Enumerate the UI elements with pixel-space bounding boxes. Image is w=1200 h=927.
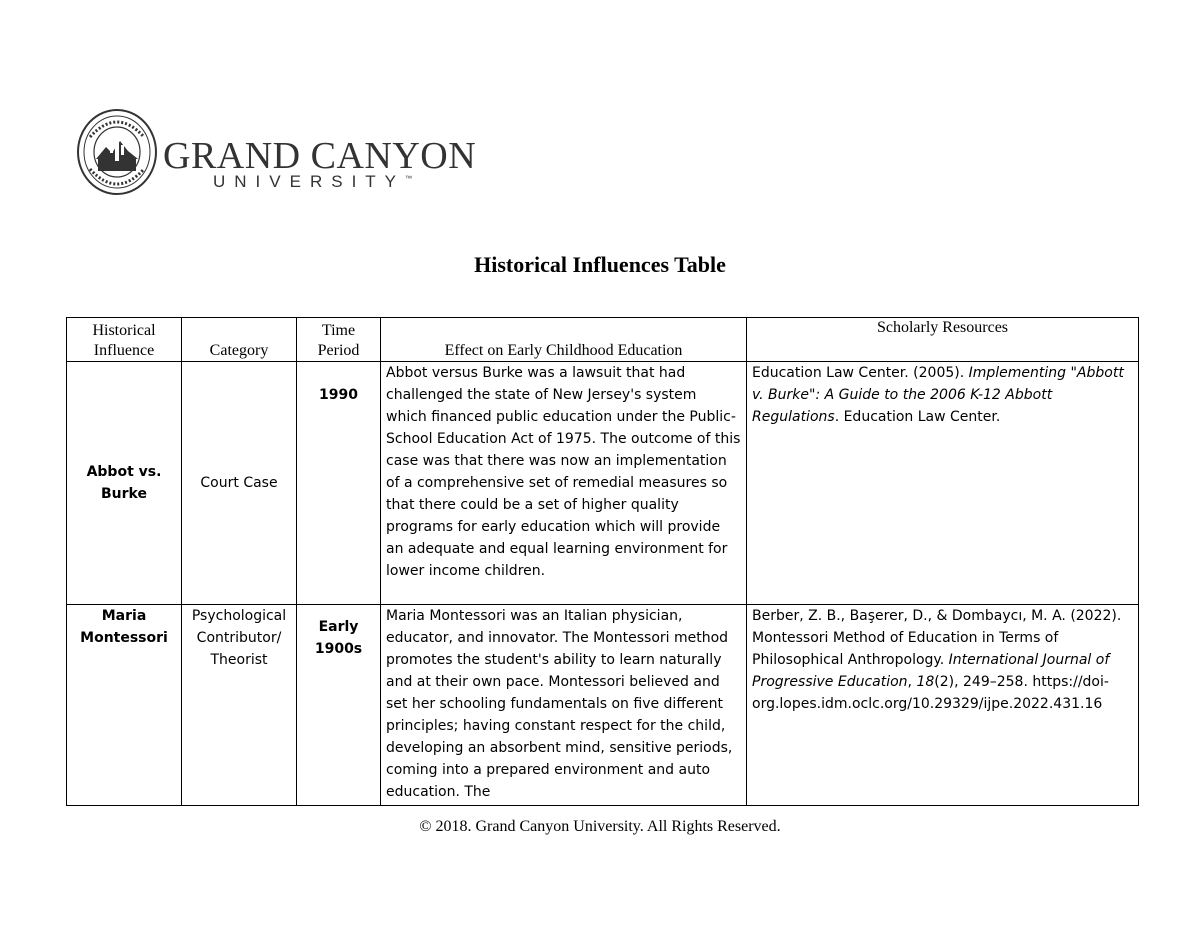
table-header-row <box>67 318 1139 362</box>
cell-effect: Abbot versus Burke was a lawsuit that had challenged the state of New Jersey's system which financed public education under the Public-School Education Act of 1975. The outcome of this case was that there was now an implementation of a comprehensive set of remedial measures so that there could be a set of higher quality programs for early education which will provide an adequate and equal learning environment for lower income children. <box>381 362 747 605</box>
cell-influence: Abbot vs. Burke <box>67 362 182 605</box>
table-row <box>67 605 1139 806</box>
header-effect: Effect on Early Childhood Education <box>381 318 747 362</box>
cell-category: Psychological Contributor/ Theorist <box>182 605 297 806</box>
page-title: Historical Influences Table <box>474 252 726 277</box>
cell-period: 1990 <box>297 362 381 605</box>
university-seal-icon <box>76 107 158 197</box>
header-scholarly-resources: Scholarly Resources <box>747 318 1139 362</box>
cell-category: Court Case <box>182 362 297 605</box>
cell-resource: Education Law Center. (2005). Implementing "Abbott v. Burke": A Guide to the 2006 K-12 Abbott Regulations. Education Law Center. <box>747 362 1139 605</box>
cell-effect: Maria Montessori was an Italian physician, educator, and innovator. The Montessori method promotes the student's ability to learn naturally and at their own pace. Montessori believed and set her schooling fundamentals on five different principles; having constant respect for the child, developing an absorbent mind, sensitive periods, coming into a prepared environment and auto education. The <box>381 605 747 806</box>
historical-influences-table <box>66 317 1139 806</box>
logo-wordmark-bottom: UNIVERSITY™ <box>213 172 413 191</box>
cell-period: Early 1900s <box>297 605 381 806</box>
university-logo <box>76 107 477 197</box>
cell-influence: Maria Montessori <box>67 605 182 806</box>
logo-wordmark-top: GRAND CANYON <box>163 135 477 177</box>
cell-resource: Berber, Z. B., Başerer, D., & Dombaycı, M. A. (2022). Montessori Method of Education in Terms of Philosophical Anthropology. International Journal of Progressive Education, 18(2), 249–258. https://doi-org.lopes.idm.oclc.org/10.29329/ijpe.2022.431.16 <box>747 605 1139 806</box>
table-row <box>67 362 1139 605</box>
header-category: Category <box>182 318 297 362</box>
header-time-period: Time Period <box>297 318 381 362</box>
copyright-footer: © 2018. Grand Canyon University. All Rights Reserved. <box>419 818 781 835</box>
header-historical-influence: Historical Influence <box>67 318 182 362</box>
